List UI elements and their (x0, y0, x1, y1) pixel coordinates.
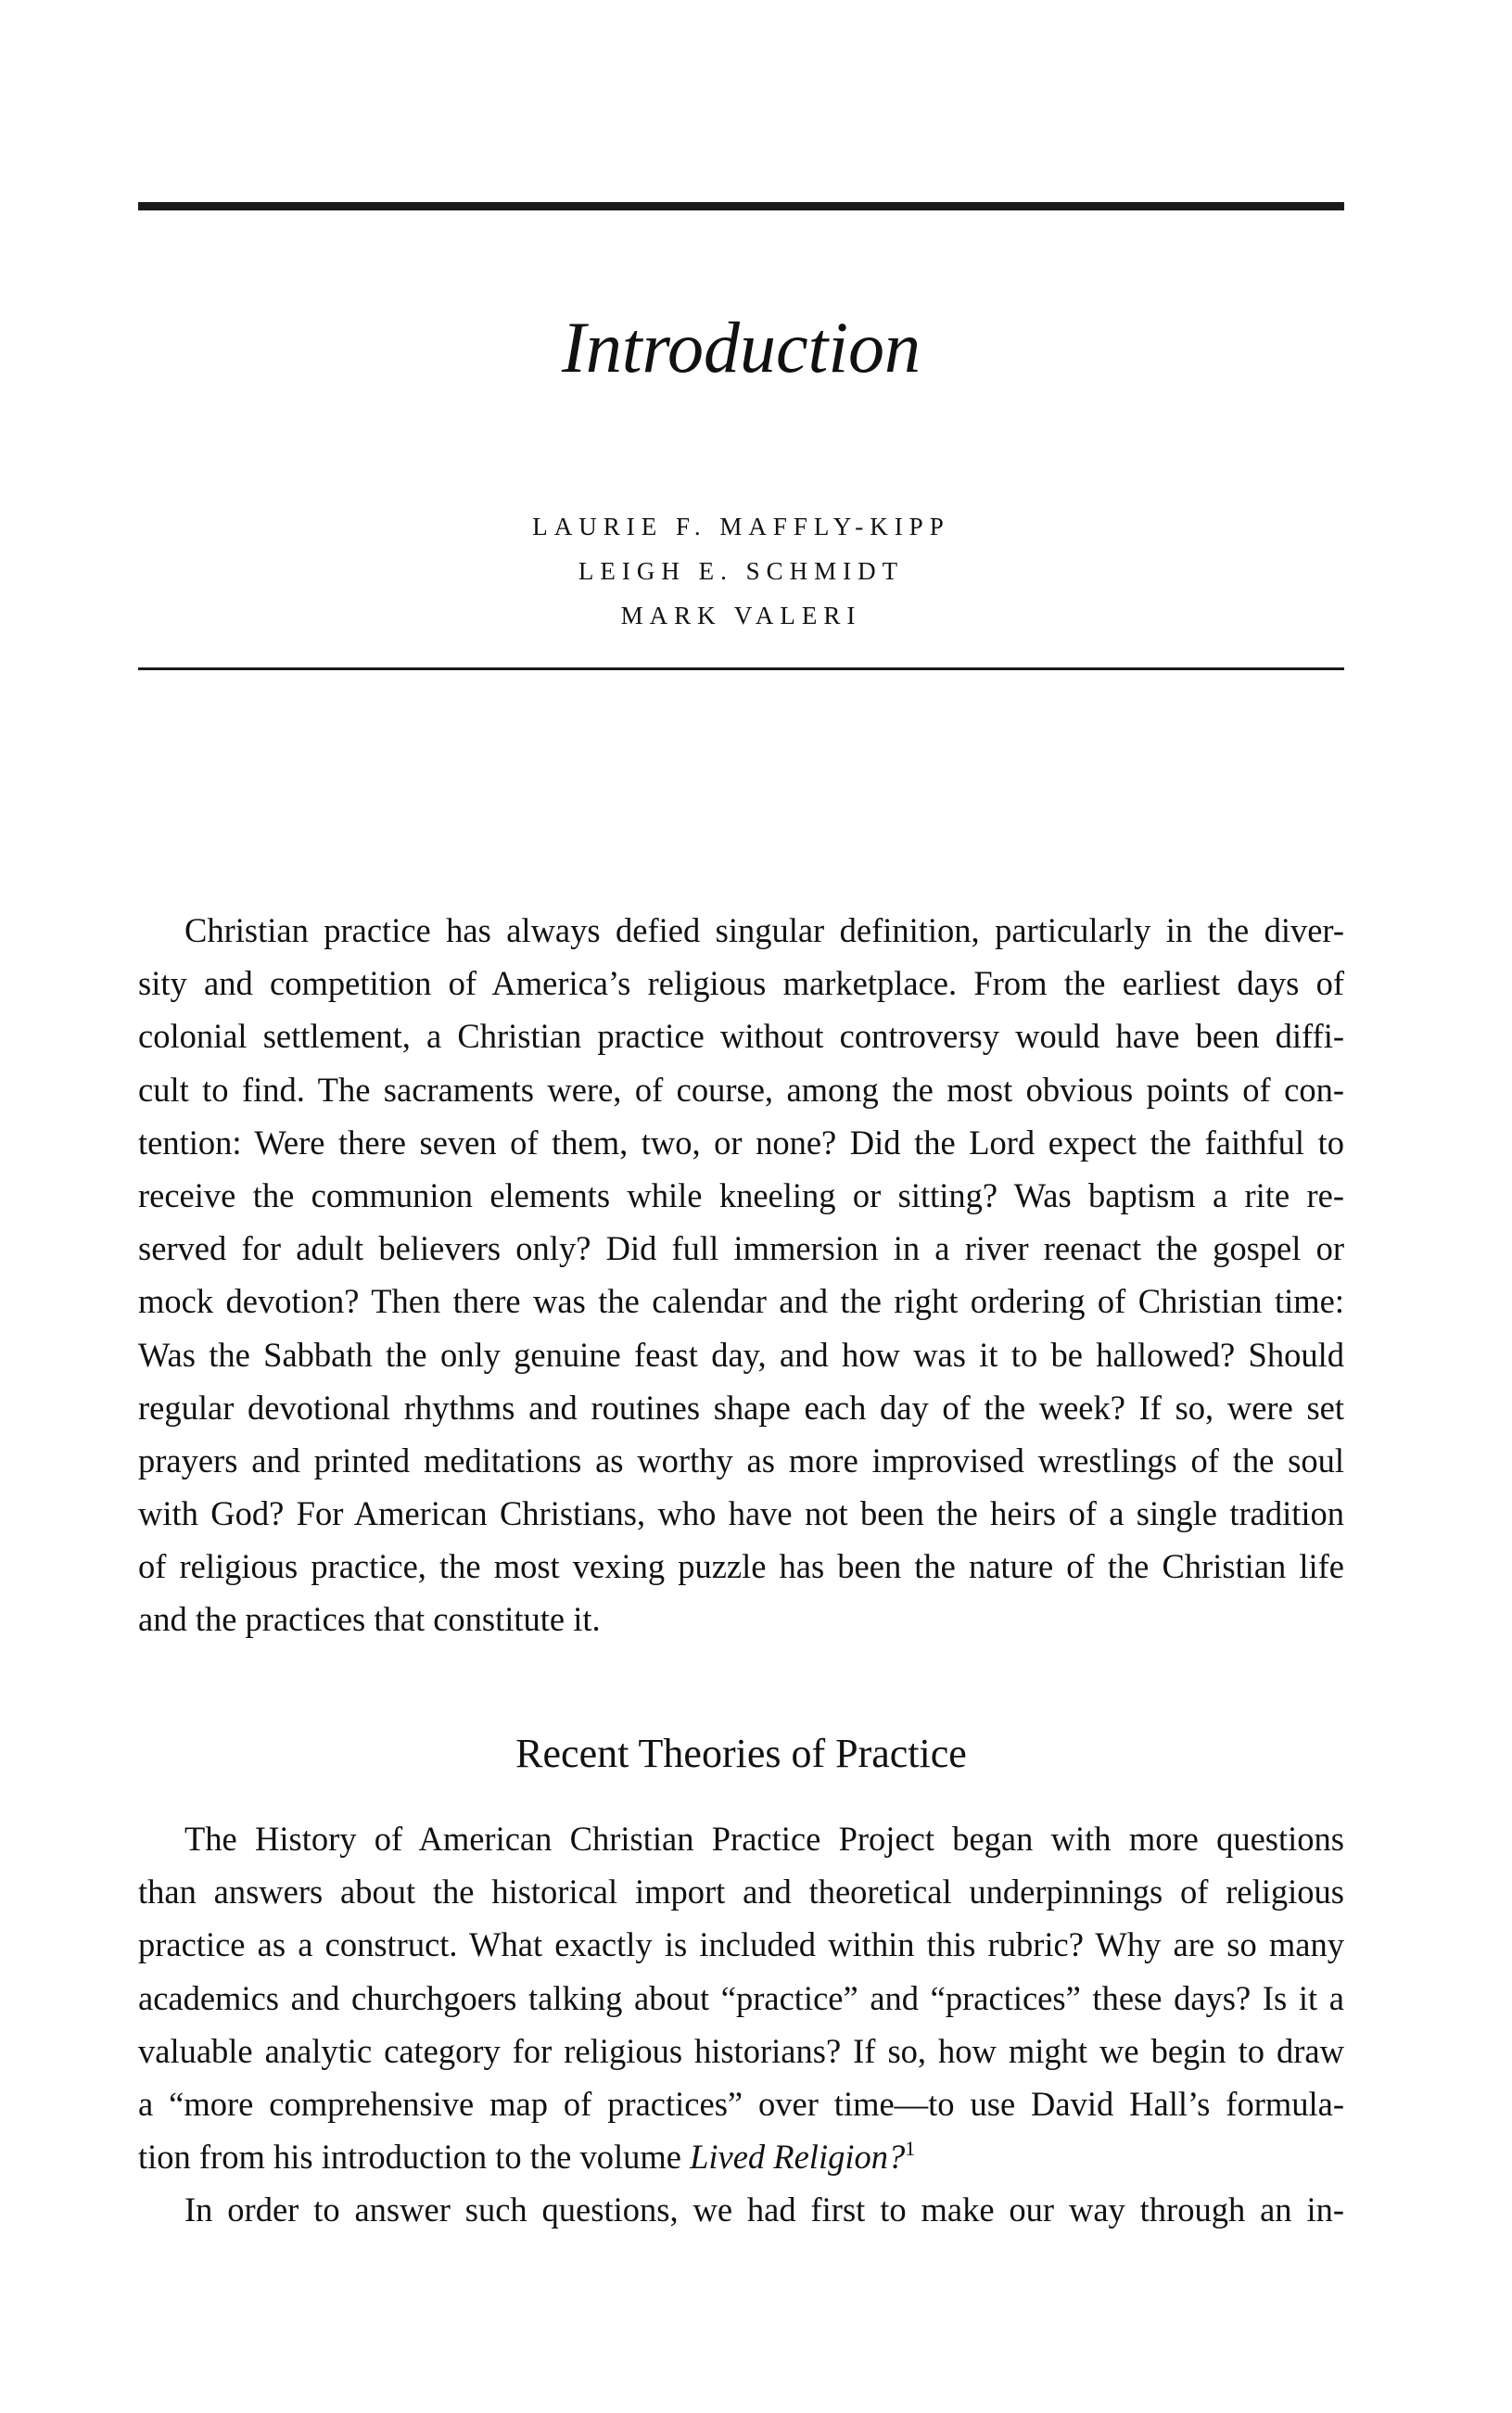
author-name: LEIGH E. SCHMIDT (578, 557, 905, 585)
text-line: a “more comprehensive map of practices” over time—to use David Hall’s formula- (138, 2084, 1344, 2123)
text-line: and the practices that constitute it. (138, 1600, 601, 1639)
text-line: academics and churchgoers talking about “practice” and “practices” these days? Is it a (138, 1978, 1344, 2017)
footnote-ref[interactable]: 1 (905, 2137, 916, 2161)
text-line: of religious practice, the most vexing puzzle has been the nature of the Christian life (138, 1547, 1344, 1586)
text-segment: tion from his introduction to the volume (138, 2138, 691, 2177)
text-line: Christian practice has always defied singular definition, particularly in the diver- (184, 911, 1344, 949)
text-line (138, 2130, 1344, 2183)
text-line: The History of American Christian Practice Project began with more questions (184, 1820, 1344, 1858)
text-line: mock devotion? Then there was the calendar and the right ordering of Christian time: (138, 1282, 1344, 1321)
text-line: In order to answer such questions, we had first to make our way through an in- (184, 2191, 1344, 2229)
author-list (138, 504, 1344, 638)
text-line: receive the communion elements while kneeling or sitting? Was baptism a rite re- (138, 1175, 1344, 1214)
chapter-title: Introduction (561, 307, 921, 387)
text-line: with God? For American Christians, who have not been the heirs of a single tradition (138, 1494, 1344, 1533)
paragraph-opening (138, 904, 1344, 1646)
text-line: colonial settlement, a Christian practice without controversy would have been diffi- (138, 1017, 1344, 1056)
top-thick-rule (138, 202, 1344, 210)
authors-bottom-rule (138, 667, 1344, 670)
author-name: MARK VALERI (620, 602, 862, 629)
text-line: tention: Were there seven of them, two, or none? Did the Lord expect the faithful to (138, 1123, 1344, 1162)
author-name: LAURIE F. MAFFLY-KIPP (532, 513, 950, 540)
book-title: Lived Religion? (690, 2138, 906, 2177)
section-heading: Recent Theories of Practice (515, 1731, 967, 1776)
text-line: cult to find. The sacraments were, of course, among the most obvious points of con- (138, 1070, 1344, 1109)
text-line: served for adult believers only? Did full immersion in a river reenact the gospel or (138, 1229, 1344, 1268)
text-line: Was the Sabbath the only genuine feast day, and how was it to be hallowed? Should (138, 1335, 1344, 1374)
text-line: prayers and printed meditations as worthy as more improvised wrestlings of the soul (138, 1441, 1344, 1480)
text-line: than answers about the historical import and theoretical underpinnings of religious (138, 1873, 1344, 1911)
text-line: regular devotional rhythms and routines shape each day of the week? If so, were set (138, 1388, 1344, 1427)
text-line: sity and competition of America’s religious marketplace. From the earliest days of (138, 964, 1344, 1003)
text-line: valuable analytic category for religious historians? If so, how might we begin to draw (138, 2031, 1344, 2070)
paragraph-continuation (138, 2183, 1344, 2236)
text-line: practice as a construct. What exactly is included within this rubric? Why are so many (138, 1925, 1344, 1964)
paragraph-project-intro (138, 1812, 1344, 2183)
